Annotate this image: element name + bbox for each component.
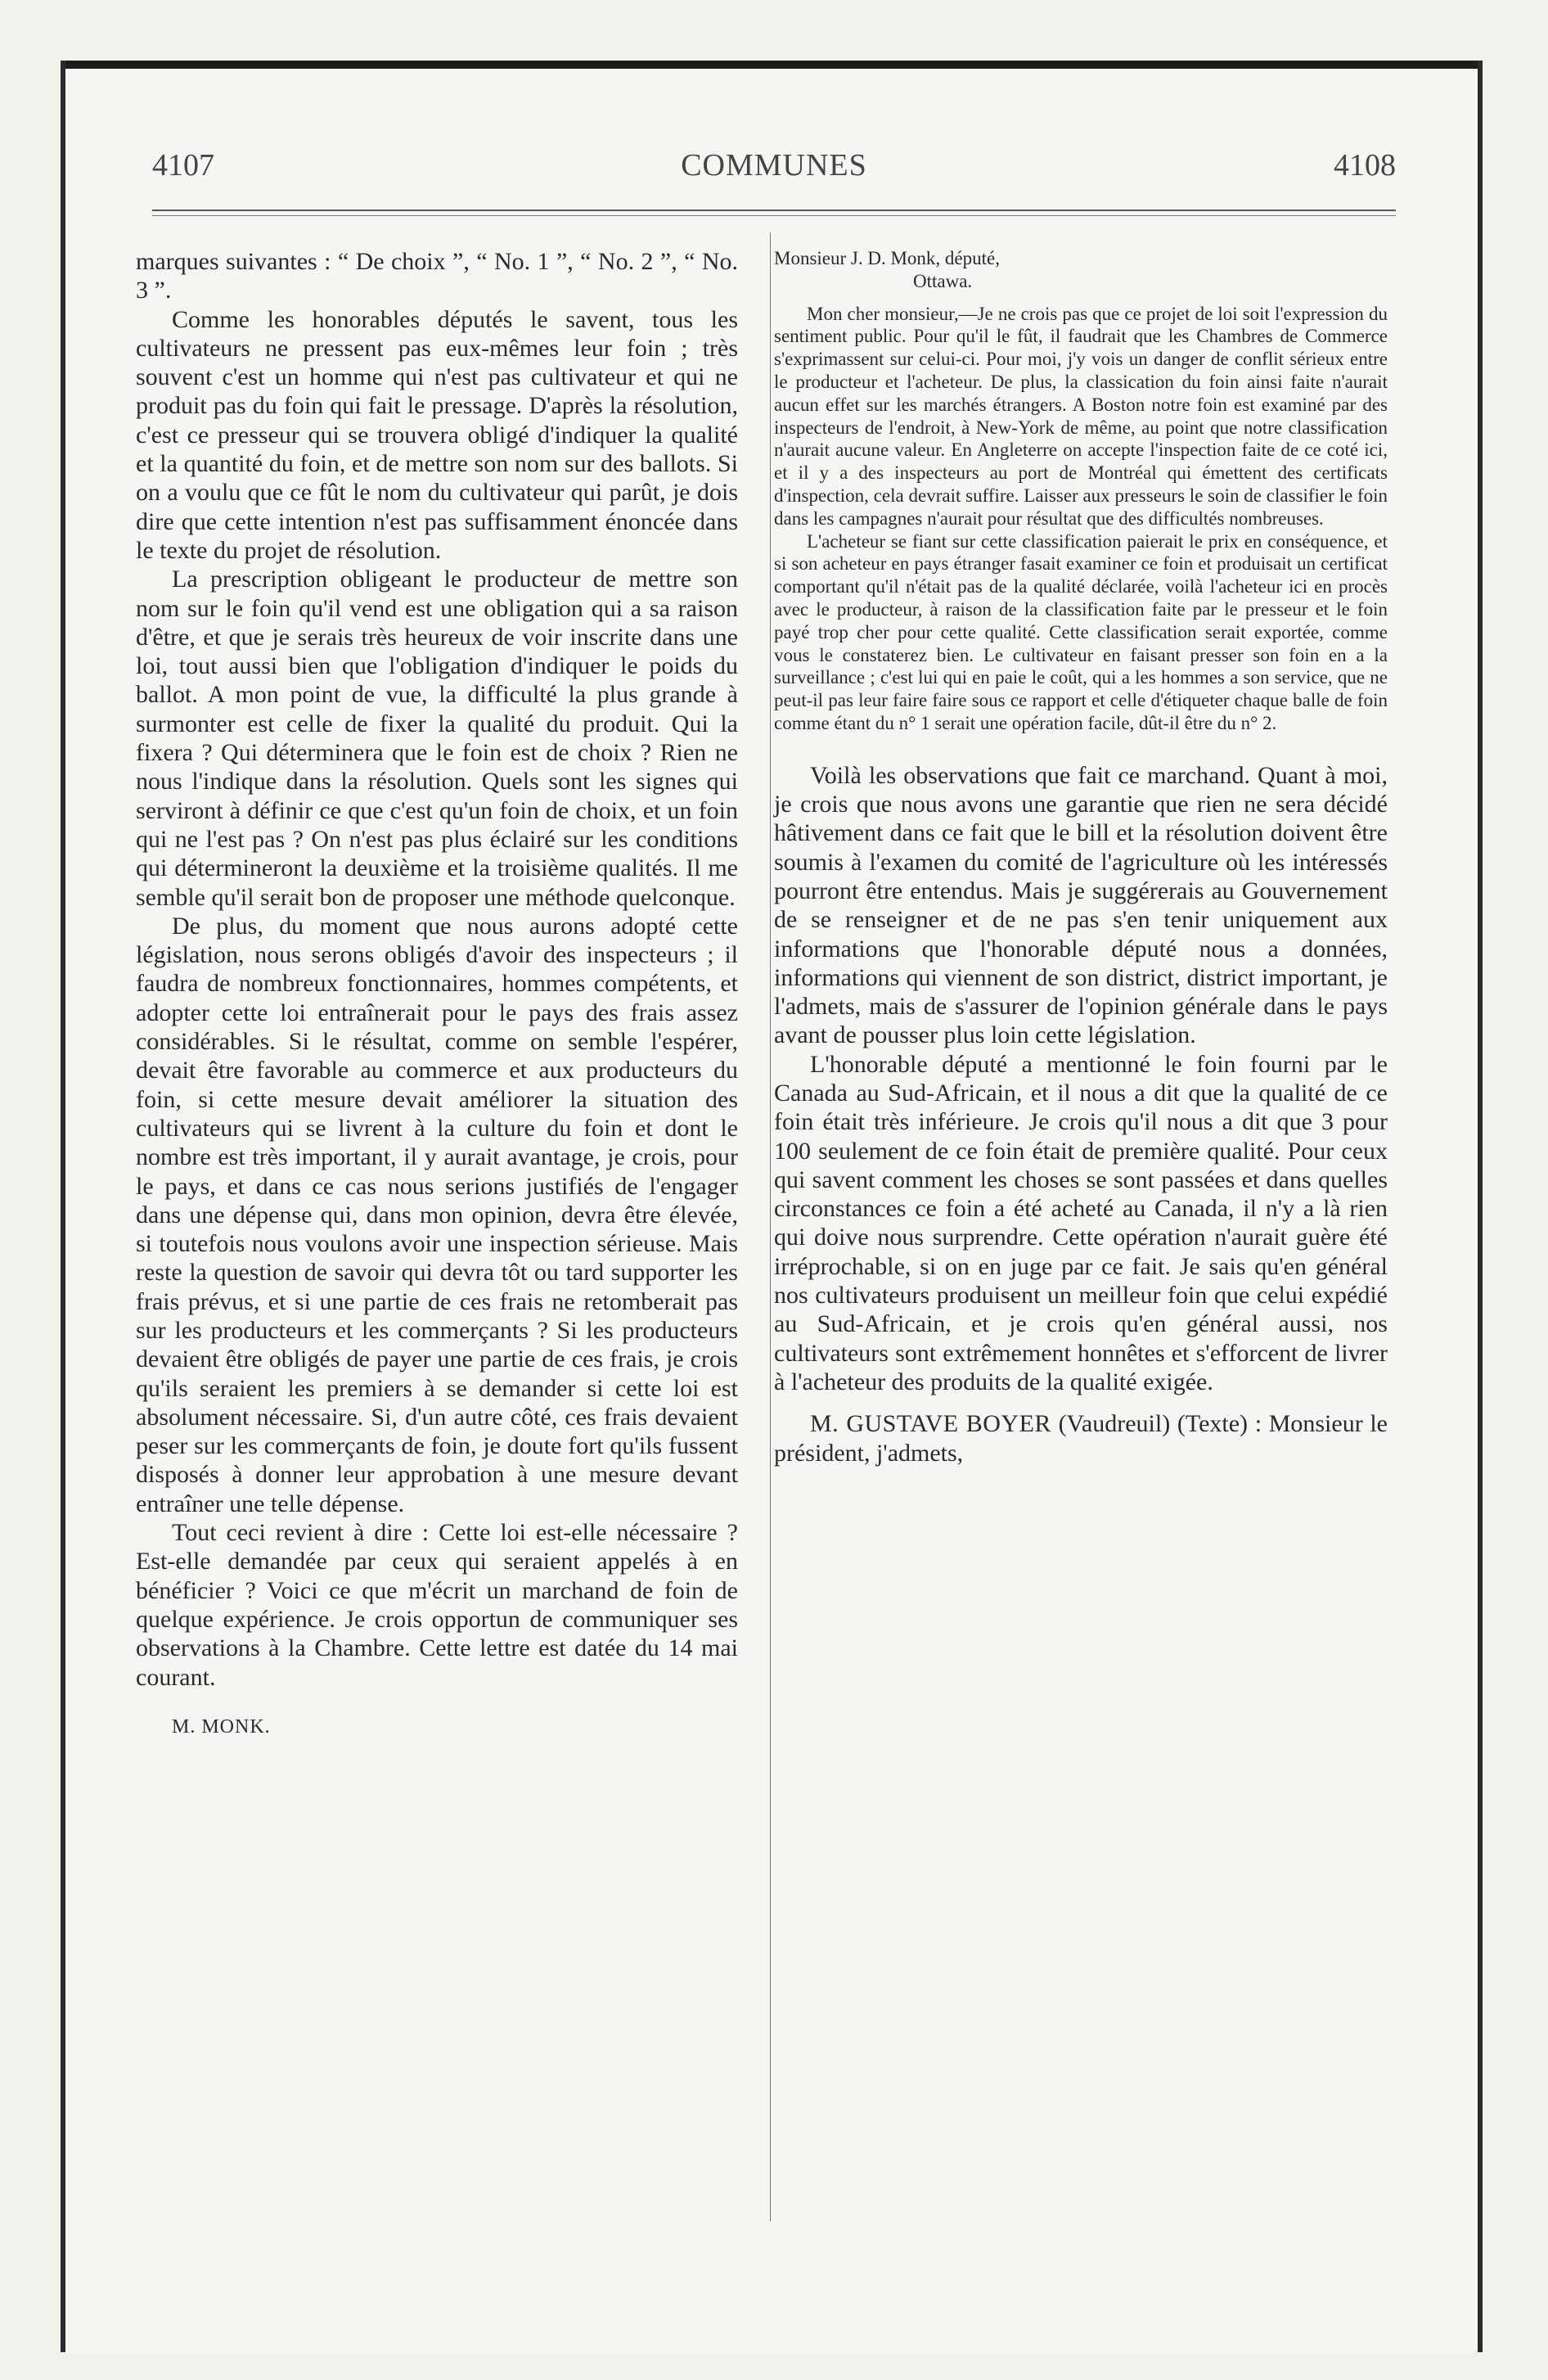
speaker-text: (Vaudreuil) (Texte) : Monsieur le président, j'admets,: [774, 1410, 1388, 1467]
scan-left-border: [61, 61, 65, 2352]
left-paragraph-1: marques suivantes : “ De choix ”, “ No. 1 ”, “ No. 2 ”, “ No. 3 ”.: [136, 248, 738, 304]
left-column: [136, 247, 738, 1738]
speaker-name: M. GUSTAVE BOYER: [810, 1410, 1051, 1438]
left-paragraph-2: Comme les honorables députés le savent, tous les cultivateurs ne pressent pas eux-mêmes leur foin ; très souvent c'est un homme qui n'est pas cultivateur et qui ne produit pas du foin qui fait le pressage. D'après la résolution, c'est ce presseur qui se trouvera obligé d'indiquer la qualité et la quantité du foin, et de mettre son nom sur des ballots. Si on a voulu que ce fût le nom du cultivateur qui parût, je dois dire que cette intention n'est pas suffisamment énoncée dans le texte du projet de résolution.: [136, 305, 738, 564]
letter-paragraph-2: L'acheteur se fiant sur cette classification paierait le prix en conséquence, et si son acheteur en pays étranger fasait examiner ce foin et produisait un certificat comportant qu'il n'était pas de la qualité déclarée, voilà l'acheteur ici en procès avec le producteur, à raison de la classification faite par le presseur et le foin payé trop cher pour cette qualité. Cette classification serait exportée, comme vous le constaterez bien. Le cultivateur en faisant presser son foin en a la surveillance ; c'est lui qui en paie le coût, qui a les hommes a son service, que ne peut-il pas leur faire faire sous ce rapport et celle d'étiqueter chaque balle de foin comme étant du n° 1 serait une opération facile, dût-il être du n° 2.: [774, 530, 1388, 733]
spacer: [774, 735, 1388, 761]
right-paragraph-2: L'honorable député a mentionné le foin fourni par le Canada au Sud-Africain, et il nous a dit que la qualité de ce foin était très inférieure. Je crois qu'il nous a dit que 3 pour 100 seulement de ce foin était de première qualité. Pour ceux qui savent comment les choses se sont passées et dans quelles circonstances ce foin a été acheté au Canada, il n'y a là rien qui doive nous surprendre. Cette opération n'aurait guère été irréprochable, si on en juge par ce fait. Je sais qu'en général nos cultivateurs produisent un meilleur foin que celui expédié au Sud-Africain, et je crois qu'en général aussi, nos cultivateurs sont extrêmement honnêtes et s'efforcent de livrer à l'acheteur des produits de la qualité exigée.: [774, 1050, 1388, 1395]
letter-paragraph-1: Mon cher monsieur,—Je ne crois pas que ce projet de loi soit l'expression du sentiment public. Pour qu'il le fût, il faudrait que les Chambres de Commerce s'exprimassent sur celui-ci. Pour moi, j'y vois un danger de conflit sérieux entre le producteur et l'acheteur. De plus, la classication du foin ainsi faite n'aurait aucun effet sur les marchés étrangers. A Boston notre foin est examiné par des inspecteurs de l'endroit, à New-York de même, au point que notre classification n'aurait aucune valeur. En Angleterre on accepte l'inspection faite de ce coté ici, et il y a des inspecteurs au port de Montréal qui émettent des certificats d'inspection, cela devrait suffire. Laisser aux presseurs le soin de classifier le foin dans les campagnes n'aurait pour résultat que des difficultés nombreuses.: [774, 303, 1388, 529]
left-paragraph-3: La prescription obligeant le producteur de mettre son nom sur le foin qu'il vend est une obligation qui a sa raison d'être, et que je serais très heureux de voir inscrite dans une loi, tout aussi bien que l'obligation d'indiquer le poids du ballot. A mon point de vue, la difficulté la plus grande à surmonter est celle de fixer la qualité du produit. Qui la fixera ? Qui déterminera que le foin est de choix ? Rien ne nous l'indique dans la résolution. Quels sont les signes qui serviront à définir ce que c'est qu'un foin de choix, et un foin qui ne l'est pas ? On n'est pas plus éclairé sur les conditions qui détermineront la deuxième et la troisième qualités. Il me semble qu'il serait bon de proposer une méthode quelconque.: [136, 566, 738, 911]
right-paragraph-1: Voilà les observations que fait ce marchand. Quant à moi, je crois que nous avons une garantie que rien ne sera décidé hâtivement dans ce fait que le bill et la résolution doivent être soumis à l'examen du comité de l'agriculture où les intéressés pourront être entendus. Mais je suggérerais au Gouvernement de se renseigner et de ne pas s'en tenir uniquement aux informations que l'honorable député nous a données, informations qui viennent de son district, district important, je l'admets, mais de s'assurer de l'opinion générale dans le pays avant de pousser plus loin cette législation.: [774, 761, 1388, 1049]
page-title: COMMUNES: [681, 148, 867, 183]
address-line-1: Monsieur J. D. Monk, député,: [774, 248, 1000, 268]
letter-address: [774, 247, 1388, 293]
scan-top-border: [61, 61, 1483, 69]
signature: M. MONK.: [172, 1715, 271, 1738]
page-number-left: 4107: [152, 148, 214, 183]
left-paragraph-5: Tout ceci revient à dire : Cette loi est-elle nécessaire ? Est-elle demandée par ceux qui seraient appelés à en bénéficier ? Voici ce que m'écrit un marchand de foin de quelque expérience. Je crois opportun de communiquer ses observations à la Chambre. Cette lettre est datée du 14 mai courant.: [136, 1519, 738, 1691]
scan-right-border: [1478, 61, 1483, 2352]
right-column: [774, 247, 1388, 1467]
page-header: [152, 147, 1396, 196]
address-line-2: Ottawa.: [913, 270, 973, 291]
left-paragraph-4: De plus, du moment que nous aurons adopté cette législation, nous serons obligés d'avoir des inspecteurs ; il faudra de nombreux fonctionnaires, hommes compétents, et adopter cette loi entraînerait pour le pays des frais assez considérables. Si le résultat, comme on semble l'espérer, devait être favorable au commerce et aux producteurs du foin, si cette mesure devait améliorer la situation des cultivateurs qui se livrent à la culture du foin et dont le nombre est très important, il y aurait avantage, je crois, pour le pays, et dans ce cas nous serions justifiés de l'engager dans une dépense qui, dans mon opinion, devra être élevée, si toutefois nous voulons avoir une inspection sérieuse. Mais reste la question de savoir qui devra tôt ou tard supporter les frais prévus, et si une partie de ces frais ne retomberait pas sur les producteurs et les commerçants ? Si les producteurs devaient être obligés de payer une partie de ces frais, je crois qu'ils seraient les premiers à se demander si cette loi est absolument nécessaire. Si, d'un autre côté, ces frais devaient peser sur les commerçants de foin, je doute fort qu'ils fussent disposés à donner leur approbation à une mesure devant entraîner une telle dépense.: [136, 912, 738, 1517]
page-number-right: 4108: [1334, 148, 1396, 183]
right-body: [774, 761, 1388, 1467]
letter-body: [774, 303, 1388, 735]
column-divider: [770, 232, 771, 2221]
header-rule: [152, 210, 1396, 211]
header-rule-thin: [152, 215, 1396, 216]
right-paragraph-3: [774, 1409, 1388, 1467]
